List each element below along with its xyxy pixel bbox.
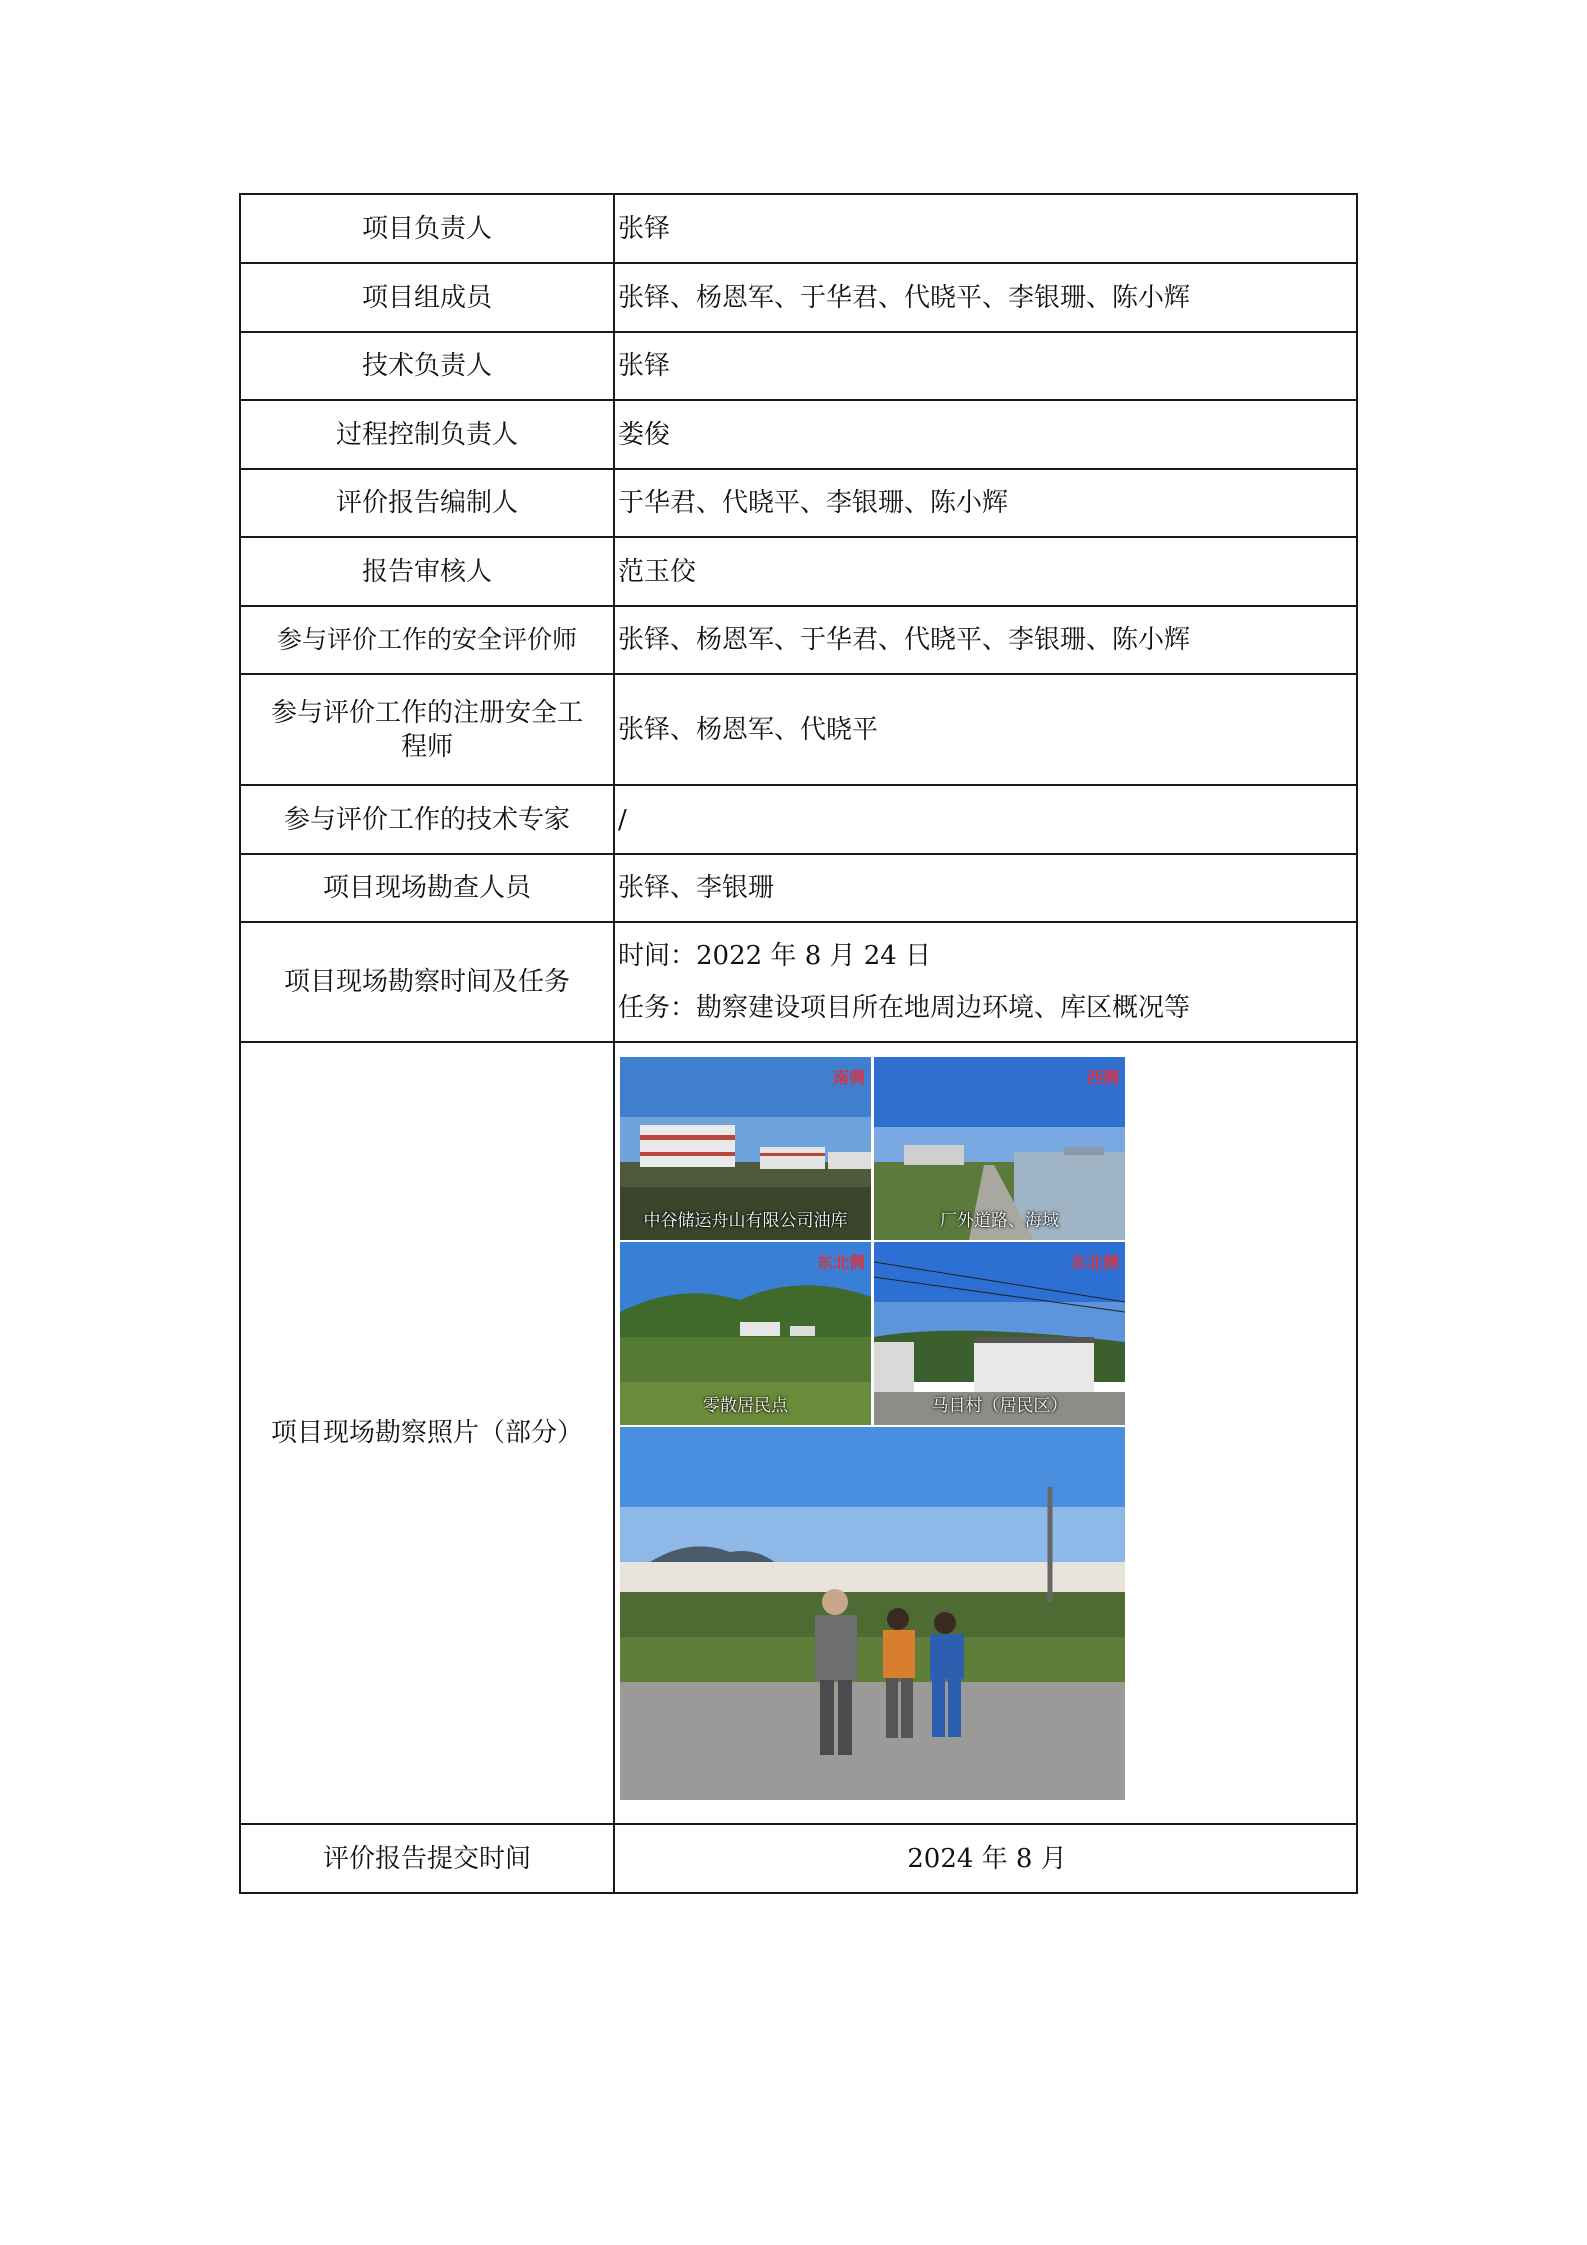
photo-road-sea <box>874 1057 1125 1240</box>
table-row <box>240 606 1357 674</box>
row-label: 参与评价工作的技术专家 <box>240 785 614 854</box>
row-label: 项目组成员 <box>240 263 614 332</box>
photo-village <box>874 1242 1125 1425</box>
row-label: 参与评价工作的安全评价师 <box>240 606 614 674</box>
photo-direction-tag: 东北侧 <box>816 1253 865 1272</box>
row-value <box>614 922 1357 1042</box>
table-row <box>240 1042 1357 1824</box>
photo-direction-tag: 西侧 <box>1086 1068 1119 1087</box>
row-label: 项目现场勘察时间及任务 <box>240 922 614 1042</box>
row-label: 项目现场勘察照片（部分） <box>240 1042 614 1824</box>
row-label: 评价报告编制人 <box>240 469 614 537</box>
photo-direction-tag: 东北侧 <box>1070 1253 1119 1272</box>
photo-direction-tag: 南侧 <box>832 1068 865 1087</box>
row-value <box>614 1042 1357 1824</box>
table-row <box>240 922 1357 1042</box>
row-label: 技术负责人 <box>240 332 614 400</box>
photo-survey-team <box>620 1427 1125 1800</box>
photo-caption: 厂外道路、海域 <box>940 1211 1059 1231</box>
table-row <box>240 469 1357 537</box>
row-label <box>240 674 614 785</box>
table-row <box>240 400 1357 469</box>
survey-time: 时间：2022 年 8 月 24 日 <box>618 941 932 971</box>
row-label: 报告审核人 <box>240 537 614 606</box>
row-value: 范玉佼 <box>614 537 1357 606</box>
row-label-line: 程师 <box>400 731 453 762</box>
row-value: 张铎 <box>614 194 1357 263</box>
row-value: 于华君、代晓平、李银珊、陈小辉 <box>614 469 1357 537</box>
row-value: 2024 年 8 月 <box>614 1824 1357 1893</box>
row-label: 项目现场勘查人员 <box>240 854 614 922</box>
photo-caption: 中谷储运舟山有限公司油库 <box>643 1211 848 1231</box>
table-row <box>240 194 1357 263</box>
photo-oil-depot <box>620 1057 871 1240</box>
table-row <box>240 854 1357 922</box>
row-label: 评价报告提交时间 <box>240 1824 614 1893</box>
table-row <box>240 263 1357 332</box>
row-value: 张铎 <box>614 332 1357 400</box>
survey-task: 任务：勘察建设项目所在地周边环境、库区概况等 <box>618 993 1191 1023</box>
row-label-line: 参与评价工作的注册安全工 <box>270 697 583 728</box>
photo-residences <box>620 1242 871 1425</box>
table-row <box>240 537 1357 606</box>
table-row <box>240 674 1357 785</box>
table-row <box>240 1824 1357 1893</box>
photo-caption: 马目村（居民区） <box>931 1396 1068 1416</box>
project-info-table <box>239 193 1358 1894</box>
row-value: / <box>614 785 1357 854</box>
row-value: 张铎、杨恩军、于华君、代晓平、李银珊、陈小辉 <box>614 263 1357 332</box>
photo-collage <box>620 1057 1125 1800</box>
row-label: 过程控制负责人 <box>240 400 614 469</box>
row-value: 张铎、杨恩军、代晓平 <box>614 674 1357 785</box>
row-value: 娄俊 <box>614 400 1357 469</box>
row-label: 项目负责人 <box>240 194 614 263</box>
photo-caption: 零散居民点 <box>703 1396 788 1416</box>
table-row <box>240 332 1357 400</box>
table-row <box>240 785 1357 854</box>
row-value: 张铎、李银珊 <box>614 854 1357 922</box>
row-value: 张铎、杨恩军、于华君、代晓平、李银珊、陈小辉 <box>614 606 1357 674</box>
